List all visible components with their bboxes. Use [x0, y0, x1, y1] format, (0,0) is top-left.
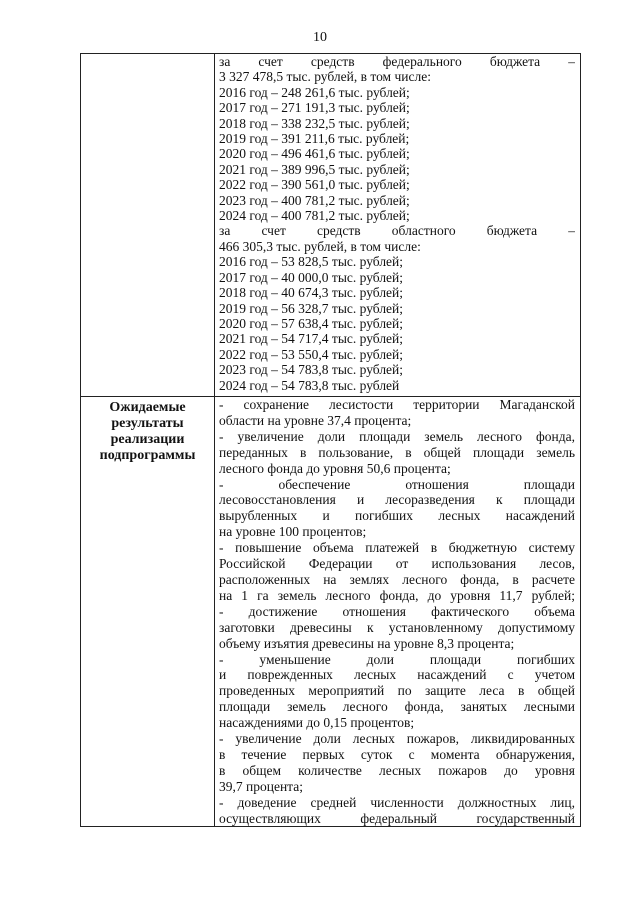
results-line: в течение первых суток с момента обнаружения,	[219, 746, 575, 762]
funding-line: 2023 год – 400 781,2 тыс. рублей;	[219, 192, 410, 208]
funding-line: 3 327 478,5 тыс. рублей, в том числе:	[219, 69, 431, 85]
funding-line: 2017 год – 271 191,3 тыс. рублей;	[219, 100, 410, 116]
results-line: - обеспечение отношения площади	[219, 476, 575, 492]
results-line: в общем количестве лесных пожаров до уровня	[219, 762, 575, 778]
results-line: переданных в пользование, в общей площади земель	[219, 444, 575, 460]
results-line: - увеличение доли площади земель лесного фонда,	[219, 428, 575, 444]
results-line: на 1 га земель лесного фонда, до уровня 11,7 рублей;	[219, 587, 575, 603]
results-line: и поврежденных лесных насаждений с учетом	[219, 667, 575, 683]
results-line: вырубленных и погибших лесных насаждений	[219, 508, 575, 524]
funding-line: 2018 год – 338 232,5 тыс. рублей;	[219, 115, 410, 131]
funding-line: 2022 год – 53 550,4 тыс. рублей;	[219, 346, 404, 362]
funding-line: 2021 год – 54 717,4 тыс. рублей;	[219, 331, 404, 347]
results-heading-word: результаты	[111, 416, 184, 431]
results-line: - увеличение доли лесных пожаров, ликвидированных	[219, 731, 575, 747]
page-number: 10	[313, 30, 327, 45]
results-heading-word: Ожидаемые	[109, 400, 186, 415]
results-line: 39,7 процента;	[219, 778, 303, 794]
results-lines	[215, 397, 580, 826]
results-line: площади земель лесного фонда, занятых лесными	[219, 699, 575, 715]
results-line: - сохранение лесистости территории Магаданской	[219, 397, 575, 412]
funding-row	[81, 54, 581, 397]
results-heading-word: реализации	[110, 432, 185, 447]
subprogram-passport-table	[80, 53, 581, 827]
funding-line: 2019 год – 391 211,6 тыс. рублей;	[219, 131, 410, 147]
funding-line: 2024 год – 400 781,2 тыс. рублей;	[219, 208, 410, 224]
funding-line: 2019 год – 56 328,7 тыс. рублей;	[219, 300, 404, 316]
funding-lines	[215, 54, 580, 393]
funding-line: 2016 год – 53 828,5 тыс. рублей;	[219, 254, 404, 270]
funding-line: за счет средств федерального бюджета –	[219, 54, 575, 69]
results-heading-word: подпрограммы	[99, 448, 196, 463]
funding-label-cell	[81, 54, 215, 397]
funding-line: 2017 год – 40 000,0 тыс. рублей;	[219, 269, 404, 285]
funding-line: 2018 год – 40 674,3 тыс. рублей;	[219, 285, 404, 301]
results-line: расположенных на землях лесного фонда, в расчете	[219, 571, 575, 587]
funding-line: 2016 год – 248 261,6 тыс. рублей;	[219, 84, 410, 100]
funding-line: 2022 год – 390 561,0 тыс. рублей;	[219, 177, 410, 193]
results-line: лесного фонда до уровня 50,6 процента;	[219, 460, 451, 476]
funding-line: за счет средств областного бюджета –	[219, 223, 575, 239]
funding-line: 2020 год – 57 638,4 тыс. рублей;	[219, 315, 404, 331]
results-line: - достижение отношения фактического объема	[219, 603, 575, 619]
results-line: заготовки древесины к установленному допустимому	[219, 619, 575, 635]
results-line: - повышение объема платежей в бюджетную систему	[219, 540, 575, 556]
results-label-cell	[81, 397, 215, 827]
results-line: на уровне 100 процентов;	[219, 524, 367, 540]
funding-line: 2023 год – 54 783,8 тыс. рублей;	[219, 362, 404, 378]
funding-content-cell	[215, 54, 581, 397]
funding-line: 2024 год – 54 783,8 тыс. рублей	[219, 377, 400, 393]
funding-line: 466 305,3 тыс. рублей, в том числе:	[219, 238, 421, 254]
results-line: осуществляющих федеральный государственный	[219, 810, 575, 826]
results-line: лесовосстановления и лесоразведения к площади	[219, 492, 575, 508]
funding-line: 2020 год – 496 461,6 тыс. рублей;	[219, 146, 410, 162]
results-line: объему изъятия древесины на уровне 8,3 процента;	[219, 635, 515, 651]
results-line: - доведение средней численности должностных лиц,	[219, 794, 575, 810]
results-line: - уменьшение доли площади погибших	[219, 651, 575, 667]
funding-line: 2021 год – 389 996,5 тыс. рублей;	[219, 161, 410, 177]
results-content-cell	[215, 397, 581, 827]
results-heading	[81, 397, 214, 464]
results-line: проведенных мероприятий по защите леса в общей	[219, 683, 575, 699]
results-line: Российской Федерации от использования лесов,	[219, 556, 575, 572]
results-row	[81, 397, 581, 827]
results-line: насаждениями до 0,15 процентов;	[219, 715, 415, 731]
results-line: области на уровне 37,4 процента;	[219, 412, 412, 428]
